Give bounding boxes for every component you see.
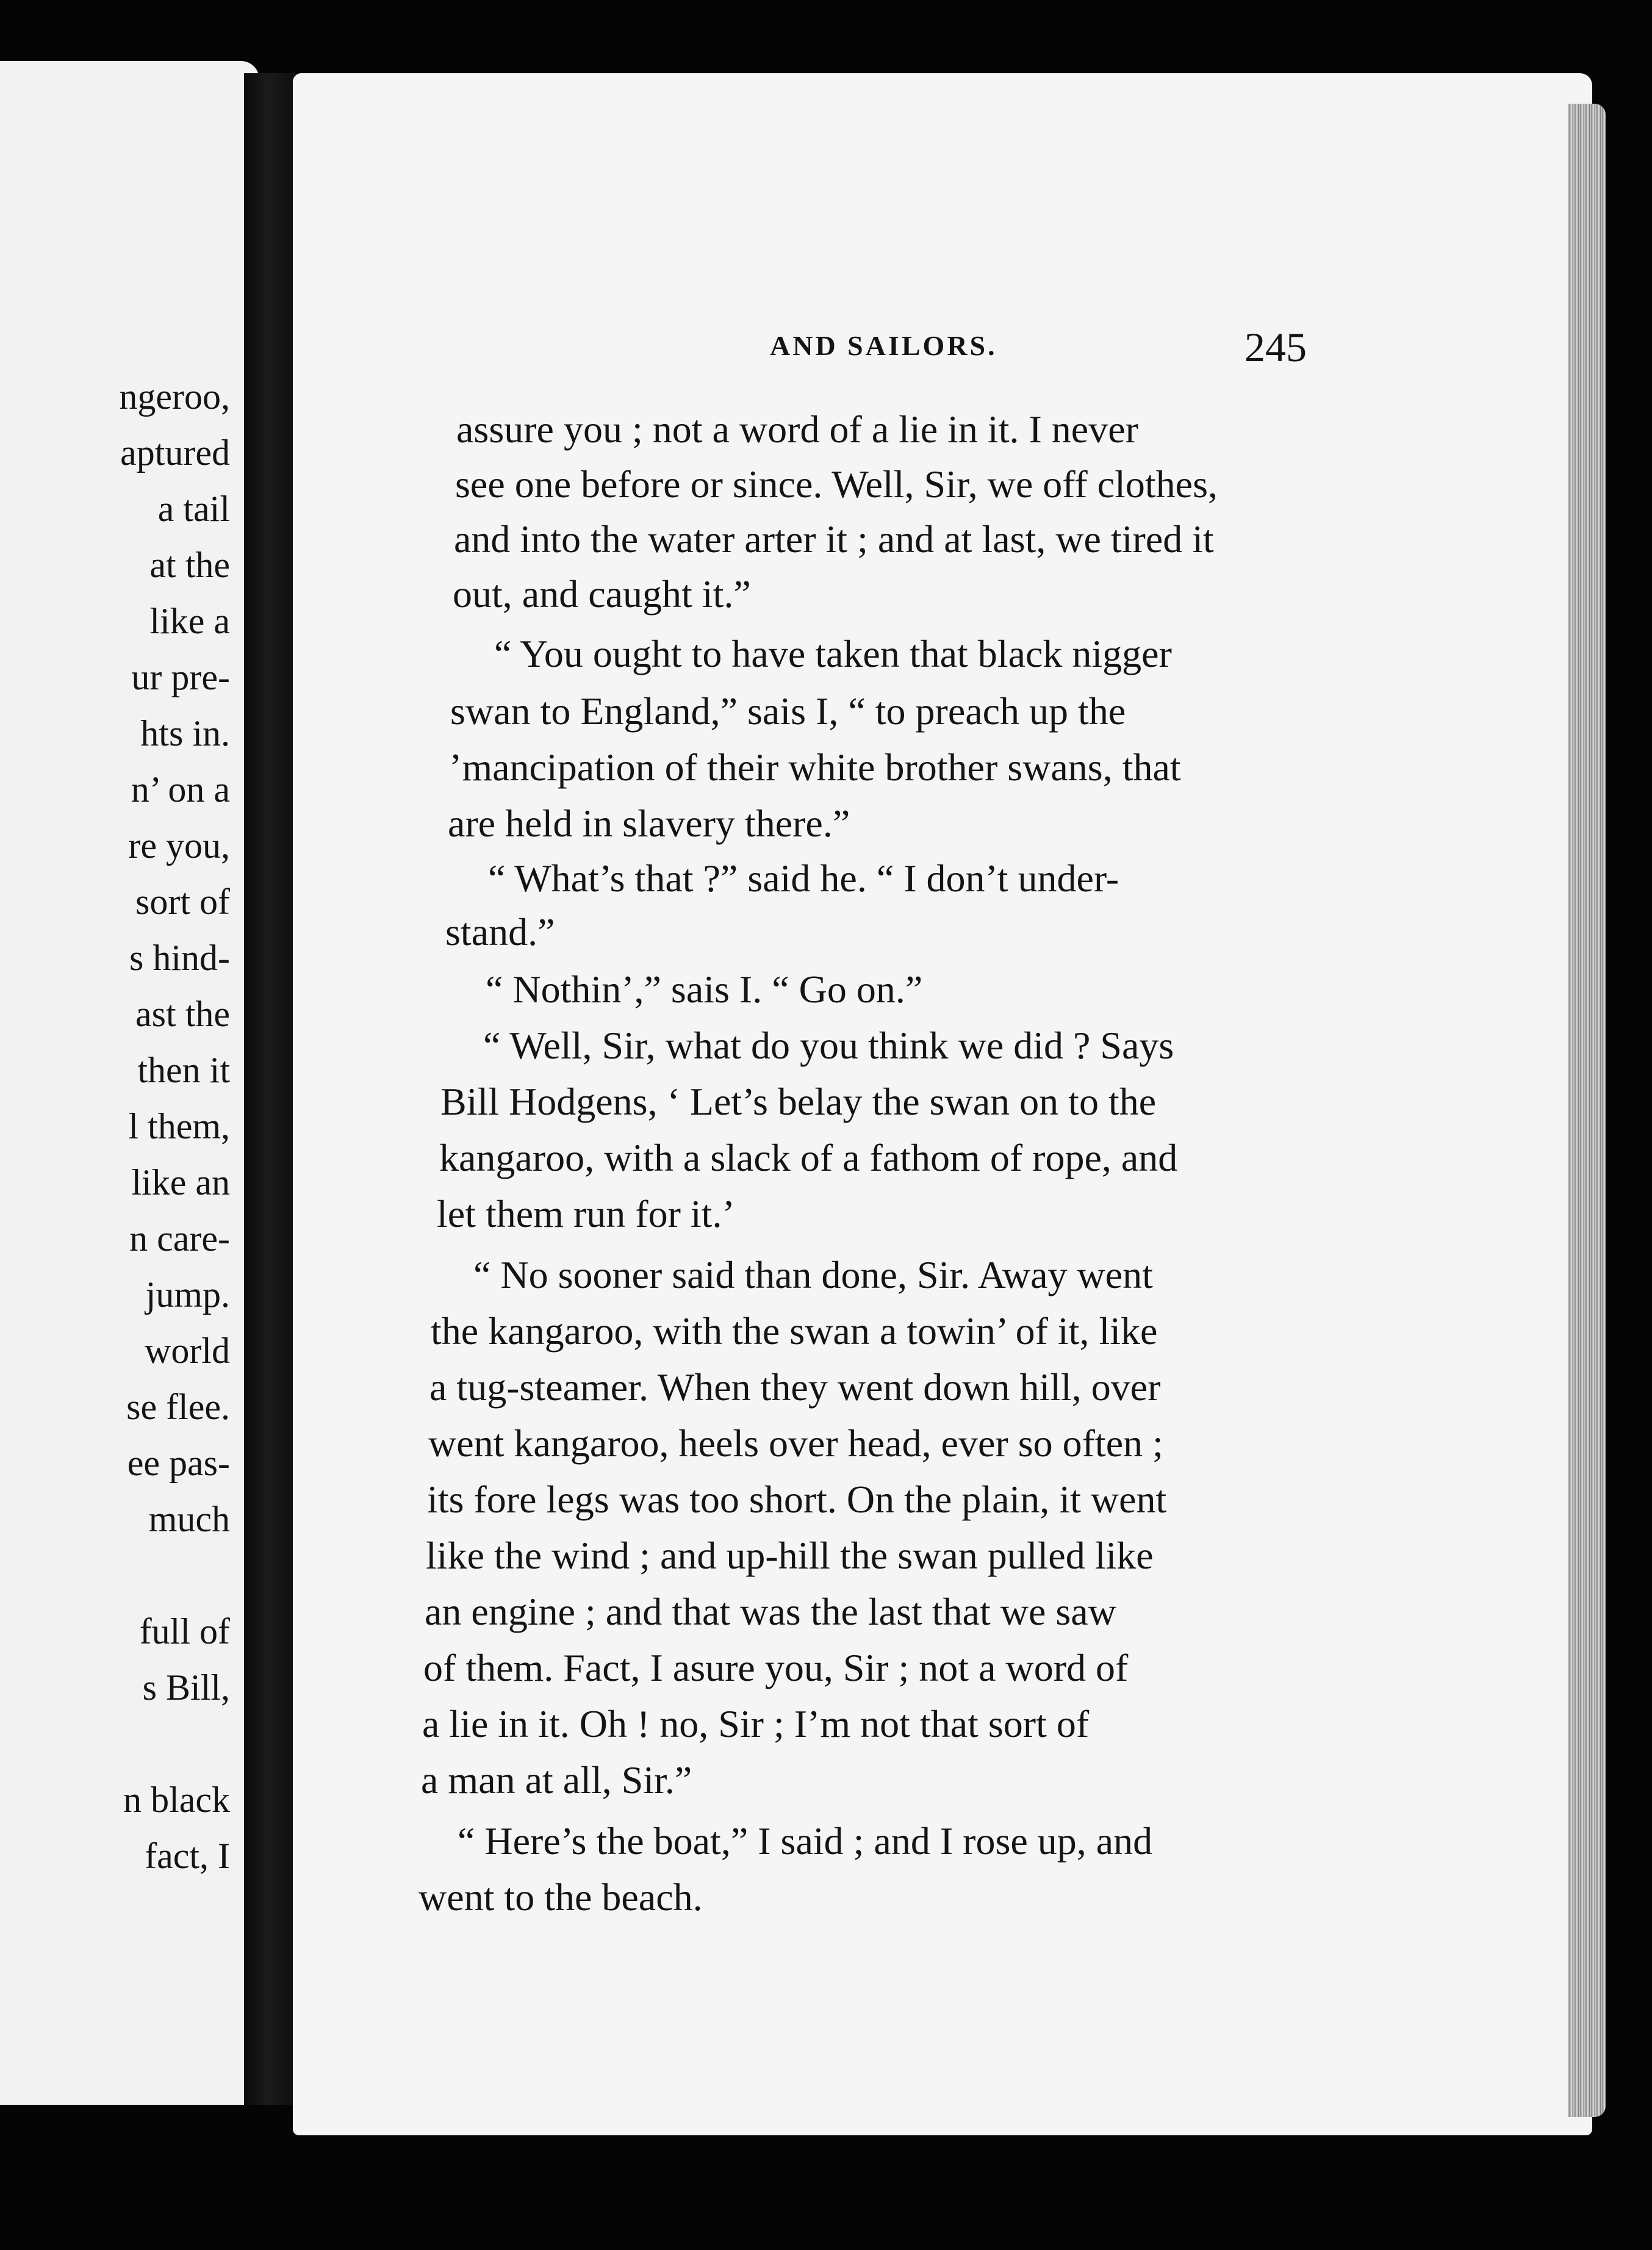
left-page-line: world [145, 1331, 230, 1371]
left-page-line: aptured [120, 433, 230, 473]
text-line: “ Well, Sir, what do you think we did ? Says [483, 1024, 1174, 1067]
left-page-line: ngeroo, [119, 376, 230, 417]
left-page-line: like a [149, 601, 230, 641]
left-page-line: n’ on a [131, 769, 230, 810]
text-line: its fore legs was too short. On the plain, it went [427, 1478, 1167, 1521]
text-line: went kangaroo, heels over head, ever so often ; [428, 1422, 1163, 1465]
text-line: kangaroo, with a slack of a fathom of rope, and [439, 1136, 1178, 1179]
left-page-line: at the [149, 545, 230, 585]
text-line: and into the water arter it ; and at last, we tired it [454, 517, 1214, 561]
left-page-line: fact, I [145, 1836, 230, 1876]
text-line: let them run for it.’ [437, 1192, 735, 1235]
text-line: an engine ; and that was the last that we saw [425, 1590, 1116, 1633]
text-line: went to the beach. [418, 1875, 703, 1919]
left-page-line: ast the [135, 994, 230, 1034]
left-page-line: jump. [145, 1274, 230, 1315]
left-page-line: n care- [129, 1218, 230, 1259]
left-page-line: l them, [128, 1106, 230, 1146]
text-line: Bill Hodgens, ‘ Let’s belay the swan on to the [440, 1080, 1157, 1123]
text-line: “ You ought to have taken that black nigger [494, 632, 1172, 675]
text-line: ’mancipation of their white brother swans, that [449, 746, 1181, 789]
text-line: swan to England,” sais I, “ to preach up the [450, 689, 1126, 733]
text-line: “ No sooner said than done, Sir. Away went [473, 1253, 1153, 1296]
text-line: are held in slavery there.” [448, 802, 850, 845]
text-line: “ What’s that ?” said he. “ I don’t under- [488, 857, 1119, 900]
text-line: assure you ; not a word of a lie in it. I never [456, 408, 1138, 451]
left-page-line: much [148, 1499, 230, 1539]
text-line: “ Nothin’,” sais I. “ Go on.” [486, 968, 923, 1011]
left-page-line: s hind- [129, 938, 230, 978]
left-page-line: ur pre- [131, 657, 230, 697]
left-page-line: n black [123, 1780, 230, 1820]
text-line: “ Here’s the boat,” I said ; and I rose up, and [458, 1819, 1153, 1863]
left-page-line: ee pas- [127, 1443, 230, 1483]
left-page-line: hts in. [140, 713, 230, 753]
left-page-line: like an [131, 1162, 230, 1202]
running-head: AND SAILORS. [770, 330, 997, 361]
left-page-line: a tail [157, 489, 230, 529]
page-edge [1568, 104, 1606, 2117]
text-line: a man at all, Sir.” [421, 1758, 692, 1802]
left-page-line: then it [137, 1050, 230, 1090]
left-page-line: sort of [135, 882, 230, 922]
left-page-line: s Bill, [142, 1667, 230, 1708]
text-line: a tug-steamer. When they went down hill, over [429, 1365, 1161, 1409]
text-line: like the wind ; and up-hill the swan pulled like [426, 1534, 1154, 1577]
text-line: see one before or since. Well, Sir, we off clothes, [455, 462, 1218, 506]
text-line: out, and caught it.” [453, 572, 751, 616]
left-page-line: se flee. [126, 1387, 230, 1427]
left-page-line: full of [139, 1611, 230, 1652]
text-line: stand.” [445, 910, 555, 954]
left-page-line: re you, [128, 825, 230, 866]
text-line: the kangaroo, with the swan a towin’ of it, like [431, 1309, 1158, 1353]
text-line: of them. Fact, I asure you, Sir ; not a word of [423, 1646, 1129, 1689]
page-number: 245 [1244, 324, 1307, 370]
left-page [0, 61, 259, 2105]
text-line: a lie in it. Oh ! no, Sir ; I’m not that sort of [422, 1702, 1090, 1745]
